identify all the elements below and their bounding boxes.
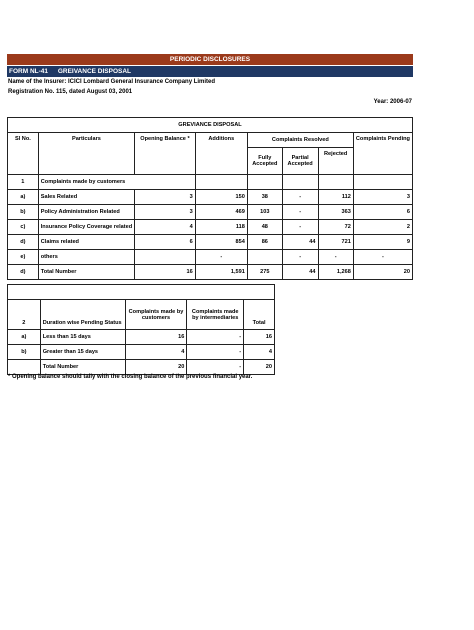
row-opening <box>135 250 196 265</box>
row-label: Total Number <box>40 360 125 375</box>
row-partial: - <box>282 250 318 265</box>
row-label: Total Number <box>38 265 134 280</box>
form-title: GREIVANCE DISPOSAL <box>57 68 132 75</box>
row-sl: b) <box>8 345 41 360</box>
row-intermediaries: - <box>187 330 244 345</box>
header-fully-accepted: Fully Accepted <box>247 148 282 175</box>
row-customers: 16 <box>125 330 187 345</box>
table-title: GREVIANCE DISPOSAL <box>8 118 413 133</box>
table-row-total <box>8 265 413 280</box>
row-rejected: 72 <box>318 220 353 235</box>
row-additions: - <box>195 250 247 265</box>
header-complaints-pending: Complaints Pending <box>353 133 412 175</box>
row-opening: 6 <box>135 235 196 250</box>
header-additions: Additions <box>195 133 247 175</box>
header-particulars: Particulars <box>38 133 134 175</box>
table-row <box>8 205 413 220</box>
row-partial: - <box>282 205 318 220</box>
row-rejected: 1,268 <box>318 265 353 280</box>
table-row <box>8 190 413 205</box>
row-customers: 20 <box>125 360 187 375</box>
row-opening: 3 <box>135 205 196 220</box>
row-sl: d) <box>8 235 39 250</box>
row-customers: 4 <box>125 345 187 360</box>
header-made-by-customers: Complaints made by customers <box>125 300 187 330</box>
section-sl: 1 <box>8 175 39 190</box>
row-rejected: 112 <box>318 190 353 205</box>
section-row <box>8 175 413 190</box>
grievance-disposal-table <box>7 117 413 280</box>
table-row <box>8 220 413 235</box>
row-pending: - <box>353 250 412 265</box>
row-sl: a) <box>8 330 41 345</box>
footnote: * Opening balance should tally with the closing balance of the previous financial year. <box>8 374 253 380</box>
row-sl: c) <box>8 220 39 235</box>
row-label: Less than 15 days <box>40 330 125 345</box>
header-made-by-intermediaries: Complaints made by intermediaries <box>187 300 244 330</box>
header-rejected: Rejected <box>318 148 353 175</box>
header-duration-status: Duration wise Pending Status <box>40 300 125 330</box>
row-sl: e) <box>8 250 39 265</box>
pending-status-table <box>7 284 275 375</box>
row-rejected: 721 <box>318 235 353 250</box>
header-complaints-resolved: Complaints Resolved <box>247 133 353 148</box>
row-opening: 4 <box>135 220 196 235</box>
header-total: Total <box>244 300 275 330</box>
header-sl-2: 2 <box>8 300 41 330</box>
insurer-name: Name of the Insurer: ICICI Lombard General Insurance Company Limited <box>8 79 216 85</box>
row-additions: 150 <box>195 190 247 205</box>
row-sl: a) <box>8 190 39 205</box>
row-label: Insurance Policy Coverage related <box>38 220 134 235</box>
row-fully: 38 <box>247 190 282 205</box>
row-fully: 48 <box>247 220 282 235</box>
row-pending: 6 <box>353 205 412 220</box>
row-partial: 44 <box>282 235 318 250</box>
row-opening: 3 <box>135 190 196 205</box>
registration-number: Registration No. 115, dated August 03, 2001 <box>8 89 133 95</box>
row-label: Claims related <box>38 235 134 250</box>
row-rejected: - <box>318 250 353 265</box>
row-label: Greater than 15 days <box>40 345 125 360</box>
row-sl: b) <box>8 205 39 220</box>
row-sl: d) <box>8 265 39 280</box>
row-fully: 86 <box>247 235 282 250</box>
row-additions: 854 <box>195 235 247 250</box>
row-total: 4 <box>244 345 275 360</box>
row-label: Sales Related <box>38 190 134 205</box>
header-opening-balance: Opening Balance * <box>135 133 196 175</box>
row-pending: 3 <box>353 190 412 205</box>
row-partial: 44 <box>282 265 318 280</box>
table-row <box>8 345 275 360</box>
row-label: Policy Administration Related <box>38 205 134 220</box>
row-total: 16 <box>244 330 275 345</box>
row-pending: 9 <box>353 235 412 250</box>
row-pending: 20 <box>353 265 412 280</box>
row-total: 20 <box>244 360 275 375</box>
row-partial: - <box>282 190 318 205</box>
section-label: Complaints made by customers <box>38 175 195 190</box>
row-additions: 1,591 <box>195 265 247 280</box>
periodic-disclosures-banner: PERIODIC DISCLOSURES <box>7 54 413 65</box>
row-fully: 275 <box>247 265 282 280</box>
row-intermediaries: - <box>187 360 244 375</box>
row-fully <box>247 250 282 265</box>
row-rejected: 363 <box>318 205 353 220</box>
header-sl-no: Sl No. <box>8 133 39 175</box>
row-label: others <box>38 250 134 265</box>
row-opening: 16 <box>135 265 196 280</box>
header-partial-accepted: Partial Accepted <box>282 148 318 175</box>
row-intermediaries: - <box>187 345 244 360</box>
row-additions: 469 <box>195 205 247 220</box>
table-row-total <box>8 360 275 375</box>
report-year: Year: 2006-07 <box>373 99 412 105</box>
form-title-bar <box>7 66 413 77</box>
row-additions: 118 <box>195 220 247 235</box>
row-sl <box>8 360 41 375</box>
form-number: FORM NL-41 <box>9 68 48 75</box>
table-row <box>8 235 413 250</box>
table-row <box>8 250 413 265</box>
row-fully: 103 <box>247 205 282 220</box>
table-row <box>8 330 275 345</box>
row-pending: 2 <box>353 220 412 235</box>
row-partial: - <box>282 220 318 235</box>
spacer-row <box>8 285 275 300</box>
